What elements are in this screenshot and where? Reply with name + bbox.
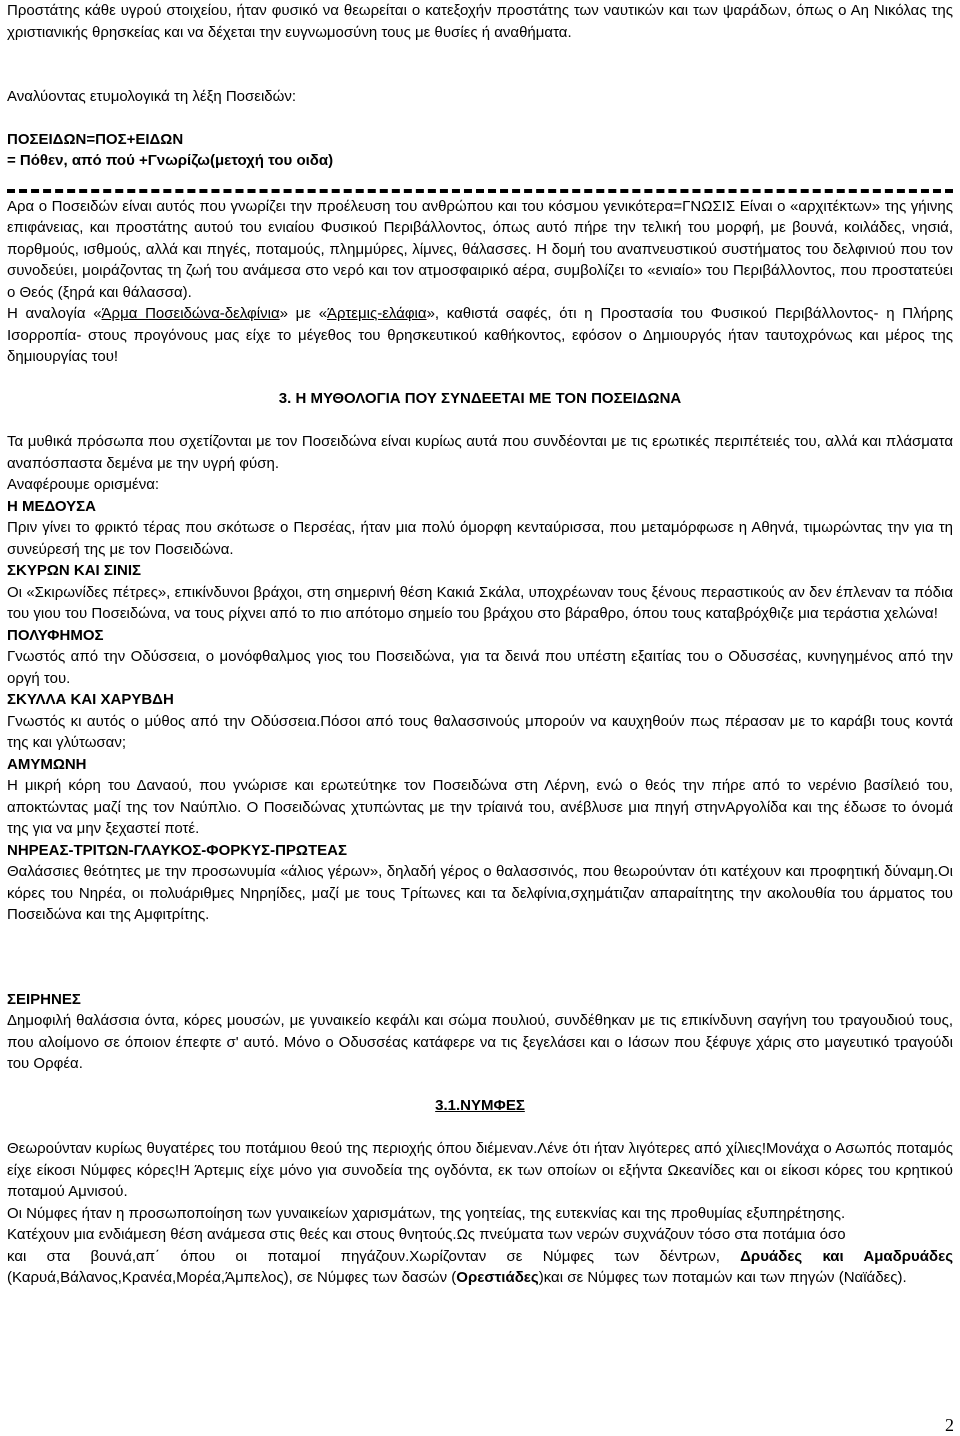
item-text-scylla: Γνωστός κι αυτός ο μύθος από την Οδύσσεια.Πόσοι από τους θαλασσινούς μπορούν να καυχηθούν πως πέρασαν με το καράβι τους κοντά της και γλύτωσαν;: [7, 712, 953, 751]
section-heading-nymphs: 3.1.ΝΥΜΦΕΣ: [435, 1096, 525, 1114]
item-text-polyphemus: Γνωστός από την Οδύσσεια, ο μονόφθαλμος γιος του Ποσειδώνα, για τα δεινά που υπέστη εξαιτίας του ο Οδυσσέας, κυνηγημένος από την οργή του.: [7, 648, 953, 687]
analogy-pre: Η αναλογία «: [7, 305, 102, 322]
link-chariot-dolphins[interactable]: Άρμα Ποσειδώνα-δελφίνια: [101, 305, 280, 322]
nymphs-text-a: και στα βουνά,απ΄ όπου οι ποταμοί πηγάζουν.Χωρίζονταν σε Νύμφες των δέντρων,: [7, 1247, 741, 1265]
myth-items-list: [7, 496, 953, 1075]
paragraph-nymphs-4: [7, 1246, 953, 1289]
paragraph-nymphs-1: Θεωρούνταν κυρίως θυγατέρες του ποτάμιου θεού της περιοχής όπου διέμεναν.Λένε ότι ήταν λιγότερες από χίλιες!Μονάχα ο Ασωπός ποταμός είχε είκοσι Νύμφες κόρες!Η Άρτεμις είχε μόνο για συνοδεία της ογδόντα, εκ των οποίων οι εξήντα Ωκεανίδες και οι είκοσι κόρες του κρητικού ποταμού Αμνισού.: [7, 1140, 953, 1200]
page-number: 2: [945, 1415, 954, 1435]
item-title-polyphemus: ΠΟΛΥΦΗΜΟΣ: [7, 626, 104, 644]
link-artemis-deer[interactable]: Άρτεμις-ελάφια: [327, 305, 427, 322]
paragraph-etymology: Αναλύοντας ετυμολογικά τη λέξη Ποσειδών:: [7, 88, 297, 105]
nymphs-dryads: Δρυάδες και Αμαδρυάδες: [740, 1247, 953, 1265]
analogy-post: », καθιστά σαφές, ότι η Προστασία του Φυσικού Περιβάλλοντος- η Πλήρης Ισορροπία- στους προγόνους μας είχε το μέγεθος του θρησκευτικού καθήκοντος, εφόσον ο Δημιουργός ήταν ταυτοχρόνως και μέρος της δημιουργίας του!: [7, 305, 954, 365]
item-title-nereus: ΝΗΡΕΑΣ-ΤΡΙΤΩΝ-ΓΛΑΥΚΟΣ-ΦΟΡΚΥΣ-ΠΡΩΤΕΑΣ: [7, 841, 347, 859]
paragraph-poseidon-architect: [7, 196, 953, 304]
item-text-nereus: Θαλάσσιες θεότητες με την προσωνυμία «άλιος γέρων», δηλαδή γέρος ο θαλασσινός, που θεωρούνταν ότι κατέχουν και προφητική δύναμη.Οι κόρες του Νηρέα, οι πολυάριθμες Νηρηίδες, μαζί με τους Τρίτωνες και τα δελφίνια,σχημάτιζαν απαραίτητης την ακολουθία του άρματος του Ποσειδώνα και της Αμφιτρίτης.: [7, 863, 953, 923]
item-text-medusa: Πριν γίνει το φρικτό τέρας που σκότωσε ο Περσέας, ήταν μια πολύ όμορφη κενταύρισσα, που μεταμόρφωσε η Αθηνά, τιμωρώντας την για τη συνεύρεσή της με τον Ποσειδώνα.: [7, 519, 953, 558]
analogy-mid: » με «: [279, 305, 328, 322]
formula-meaning: = Πόθεν, από πού +Γνωρίζω(μετοχή του οιδα): [7, 152, 334, 169]
paragraph-analogy: [7, 303, 953, 368]
document-page: [7, 0, 953, 1289]
item-title-amymone: ΑΜΥΜΩΝΗ: [7, 755, 87, 773]
item-text-skiron: Οι «Σκιρωνίδες πέτρες», επικίνδυνοι βράχοι, στη σημερινή θέση Κακιά Σκάλα, υποχρέωναν τους ξένους περαστικούς αν δεν έπλεναν τα πόδια του γιου του Ποσειδώνα, να τους ρίχνει από το πιο απότομο σημείο του βράχου στο βάραθρο, όπου τους καταβρόχθιζε μια τεράστια χελώνα!: [7, 583, 953, 622]
section-heading-mythology: 3. Η ΜΥΘΟΛΟΓΙΑ ΠΟΥ ΣΥΝΔΕΕΤΑΙ ΜΕ ΤΟΝ ΠΟΣΕΙΔΩΝΑ: [278, 389, 682, 407]
nymphs-text-c: (Καρυά,Βάλανος,Κρανέα,Μορέα,Άμπελος), σε Νύμφες των δασών (: [7, 1269, 457, 1286]
nymphs-oreads: Ορεστιάδες: [456, 1269, 539, 1286]
paragraph-mythical-persons: Τα μυθικά πρόσωπα που σχετίζονται με τον Ποσειδώνα είναι κυρίως αυτά που συνδέονται με τις ερωτικές περιπέτειές του, αλλά και πλάσματα αναπόσπαστα δεμένα με την υγρή φύση.: [7, 433, 953, 472]
paragraph-nymphs-3: Κατέχουν μια ενδιάμεση θέση ανάμεσα στις θεές και στους θνητούς.Ως πνεύματα των νερών συχνάζουν τόσο στα ποτάμια όσο: [7, 1226, 846, 1243]
item-title-medusa: Η ΜΕΔΟΥΣΑ: [7, 497, 96, 515]
paragraph-protector: Προστάτης κάθε υγρού στοιχείου, ήταν φυσικό να θεωρείται ο κατεξοχήν προστάτης των ναυτικών και των ψαράδων, όπως ο Αη Νικόλας της χριστιανικής θρησκείας και να δέχεται την ευγνωμοσύνη τους με θυσίες ή αναθήματα.: [7, 2, 953, 41]
paragraph-nymphs-2: Οι Νύμφες ήταν η προσωποποίηση των γυναικείων χαρισμάτων, της γοητείας, της ευτεκνίας και της προθυμίας εξυπηρέτησης.: [7, 1204, 846, 1222]
item-title-sirens: ΣΕΙΡΗΝΕΣ: [7, 990, 81, 1008]
paragraph-poseidon-architect-text: Αρα ο Ποσειδών είναι αυτός που γνωρίζει την προέλευση του ανθρώπου και του κόσμου γενικότερα=ΓΝΩΣΙΣ Είναι ο «αρχιτέκτων» της γήινης επιφάνειας, και προστάτης αυτού του ενιαίου Φυσικού Περιβάλλοντος, όπως αυτό πήρε την τελική του μορφή, με βουνά, κοιλάδες, νησιά, πορθμούς, ισθμούς, αλλά και πηγές, ποταμούς, πλημμύρες, λίμνες, θάλασσες.: [7, 197, 953, 258]
formula-poseidon: ΠΟΣΕΙΔΩΝ=ΠΟΣ+ΕΙΔΩΝ: [7, 130, 184, 148]
dashed-divider: [7, 189, 953, 193]
item-text-amymone: Η μικρή κόρη του Δαναού, που γνώρισε και ερωτεύτηκε τον Ποσειδώνα στη Λέρνη, ενώ ο θεός την πήρε από το νερένιο βασίλειό του, αποκτώντας μαζί της τον Ναύπλιο. Ο Ποσειδώνας χτυπώντας με την τρίαινά του, ανέβλυσε μια πηγή στηνΑργολίδα και της έδωσε το όνομά της για να μην ξεχαστεί ποτέ.: [7, 777, 953, 837]
nymphs-text-e: )και σε Νύμφες των ποταμών και των πηγών (Ναϊάδες).: [538, 1269, 907, 1286]
item-title-skiron: ΣΚΥΡΩΝ ΚΑΙ ΣΙΝΙΣ: [7, 562, 142, 579]
item-title-scylla: ΣΚΥΛΛΑ ΚΑΙ ΧΑΡΥΒΔΗ: [7, 691, 174, 708]
paragraph-mention: Αναφέρουμε ορισμένα:: [7, 476, 160, 493]
item-text-sirens: Δημοφιλή θαλάσσια όντα, κόρες μουσών, με γυναικείο κεφάλι και σώμα πουλιού, συνδέθηκαν με τις επικίνδυνη σαγήνη του τραγουδιού τους, που αλοίμονο σε όποιον έπεφτε σ' αυτό. Μόνο ο Οδυσσέας κατάφερε να τις ξεγελάσει και ο Ιάσων που ξέφυγε χάρις στο μαγευτικό τραγούδι του Ορφέα.: [7, 1012, 953, 1072]
paragraph-dolphin-text: Η δομή του αναπνευστικού συστήματος του δελφινιού που τον συνοδεύει, μοιράζοντας τη ζωή του ανάμεσα στο νερό και τον ατμοσφαιρικό αέρα, συμβολίζει το «ενιαίο» του Περιβάλλοντος, που προστατεύει ο Θεός (ξηρά και θάλασσα).: [7, 240, 953, 301]
